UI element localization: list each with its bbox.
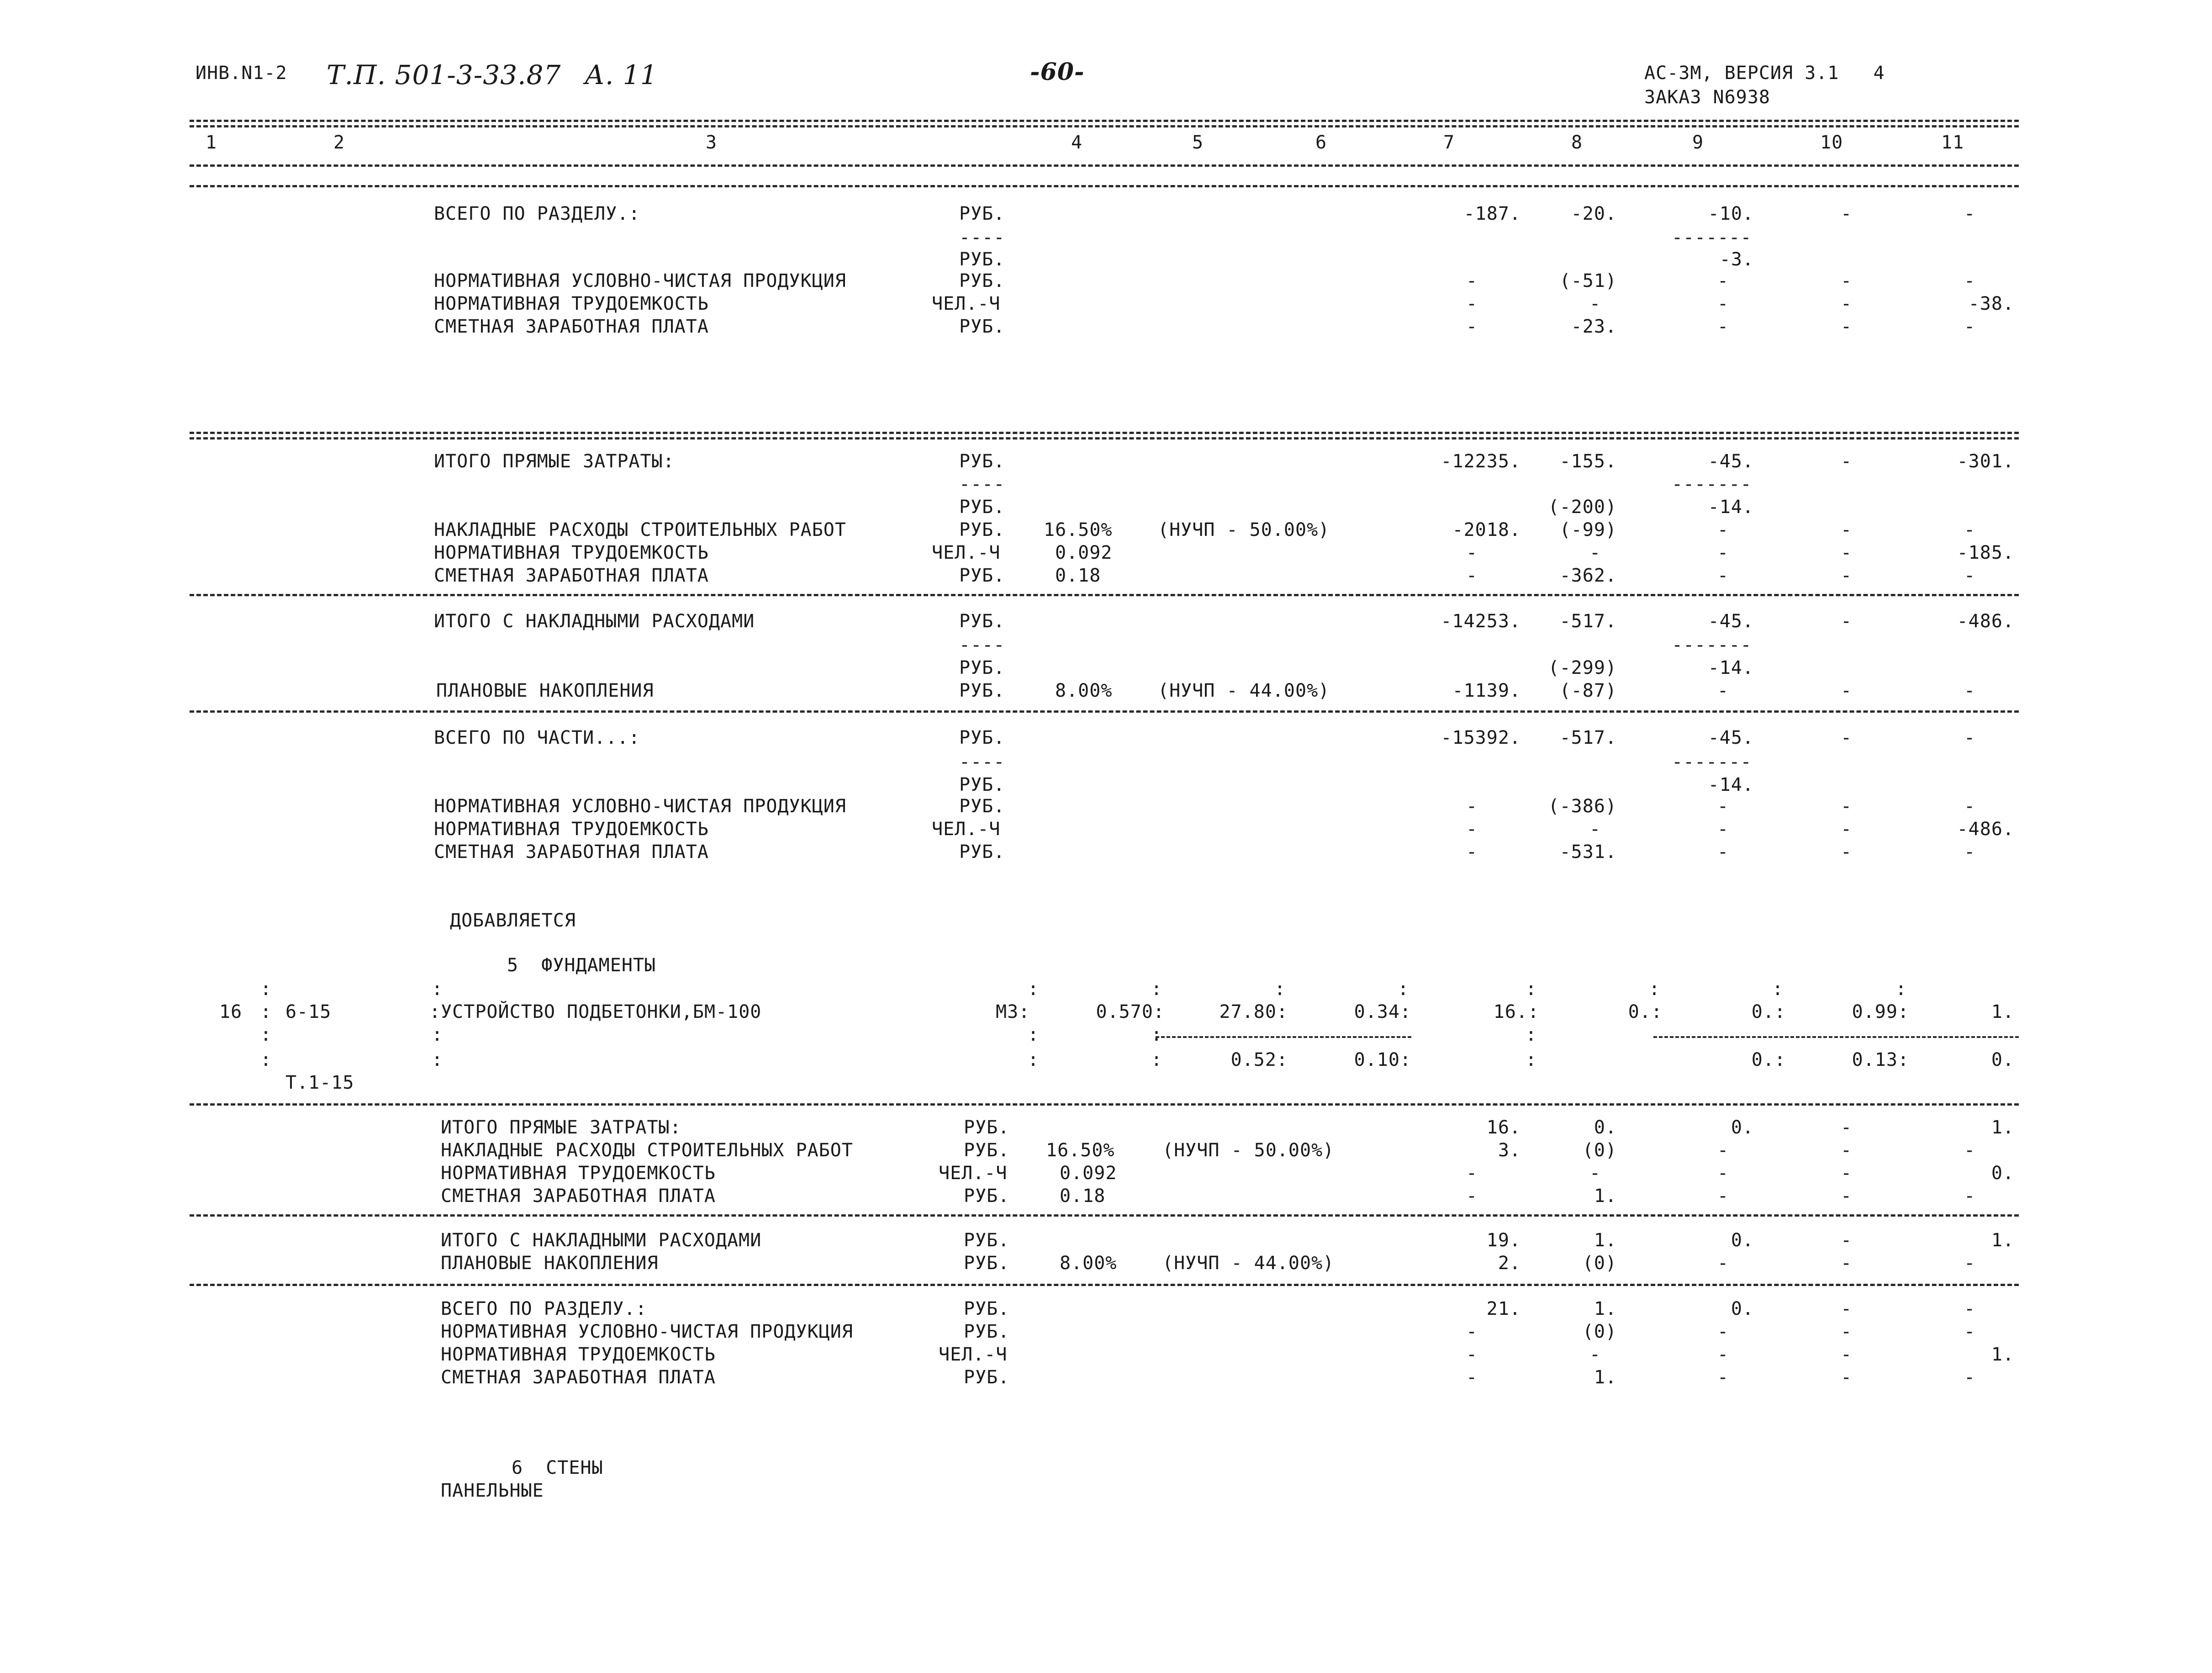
cell-c7: -14253. (1441, 611, 1521, 632)
cell-c8: (-299) (1548, 657, 1617, 678)
unit: РУБ. (964, 1186, 1010, 1207)
cell-c8: (-87) (1559, 680, 1617, 701)
rate-coef: 0.18 (1060, 1186, 1106, 1207)
cell-c9: - (1717, 1253, 1729, 1274)
row-label: ВСЕГО ПО РАЗДЕЛУ.: (441, 1298, 647, 1319)
cell-c11: - (1964, 1253, 1976, 1274)
cell-c7: 19. (1486, 1230, 1521, 1251)
cell-c11: - (1964, 842, 1976, 863)
cell-c9: - (1717, 565, 1729, 586)
rate-note: (НУЧП - 50.00%) (1162, 1140, 1335, 1161)
row-label: СМЕТНАЯ ЗАРАБОТНАЯ ПЛАТА (434, 316, 709, 337)
col-sep: : (1028, 1049, 1040, 1070)
col-sep: : (1526, 1049, 1537, 1070)
cell-c10: - (1841, 727, 1853, 748)
row-label: НОРМАТИВНАЯ ТРУДОЕМКОСТЬ (441, 1163, 716, 1184)
item-c11: 1. (1991, 1001, 2014, 1022)
col-header-4: 4 (1071, 132, 1083, 153)
cell-c10: - (1841, 1117, 1853, 1138)
row-label: ИТОГО ПРЯМЫЕ ЗАТРАТЫ: (441, 1117, 681, 1138)
sub-rule (1156, 1036, 1411, 1038)
row-label: ИТОГО ПРЯМЫЕ ЗАТРАТЫ: (434, 451, 675, 472)
unit: РУБ. (964, 1321, 1010, 1342)
cell-c9: -45. (1708, 451, 1754, 472)
col-sep: : (432, 1049, 443, 1070)
cell-c9: - (1717, 1367, 1729, 1388)
cell-c8: (-386) (1548, 796, 1617, 817)
cell-c8: - (1589, 542, 1601, 563)
col-sep: : (1151, 1049, 1163, 1070)
rule-header-bottom-2 (190, 185, 2019, 187)
row-label: НАКЛАДНЫЕ РАСХОДЫ СТРОИТЕЛЬНЫХ РАБОТ (434, 519, 846, 540)
rule-header-bottom (190, 164, 2019, 167)
unit: РУБ. (959, 657, 1005, 678)
cell-c11: - (1964, 316, 1976, 337)
cell-c7: - (1466, 293, 1478, 314)
cell-c9: - (1717, 293, 1729, 314)
col-sep: : (1151, 1024, 1163, 1045)
cell-c7: - (1466, 1163, 1478, 1184)
cell-c8: -155. (1559, 451, 1617, 472)
cell-c8: - (1589, 1163, 1601, 1184)
unit: РУБ. (959, 565, 1005, 586)
row-label: НАКЛАДНЫЕ РАСХОДЫ СТРОИТЕЛЬНЫХ РАБОТ (441, 1140, 853, 1161)
rate-coef: 0.092 (1055, 542, 1113, 563)
col-sep: : (432, 1024, 443, 1045)
cell-c9: -14. (1708, 497, 1754, 518)
section-6-heading: 6 СТЕНЫ (512, 1457, 603, 1478)
cell-c8: 0. (1594, 1117, 1617, 1138)
col-sep: : (260, 1049, 272, 1070)
rate-coef: 0.092 (1060, 1163, 1117, 1184)
unit: РУБ. (959, 519, 1005, 540)
unit-dashes: ---- (959, 752, 1005, 773)
row-label: ВСЕГО ПО ЧАСТИ...: (434, 727, 640, 748)
cell-c11: - (1964, 270, 1976, 291)
col-header-1: 1 (206, 132, 217, 153)
unit: РУБ. (964, 1230, 1010, 1251)
cell-c8: -23. (1571, 316, 1617, 337)
cell-c7: - (1466, 1344, 1478, 1365)
col-sep: : (1895, 979, 1907, 1000)
cell-c9: 0. (1731, 1117, 1754, 1138)
col-header-9: 9 (1692, 132, 1704, 153)
item-cost-wage: 0.: (1628, 1001, 1663, 1022)
cell-c8: - (1589, 1344, 1601, 1365)
rate-note: (НУЧП - 44.00%) (1158, 680, 1330, 701)
cell-c11: - (1964, 1186, 1976, 1207)
cell-c9: - (1717, 819, 1729, 840)
item-number: 16 (219, 1001, 243, 1022)
cell-c10: - (1841, 1253, 1853, 1274)
cell-c8: (-51) (1559, 270, 1617, 291)
row-label: СМЕТНАЯ ЗАРАБОТНАЯ ПЛАТА (434, 565, 709, 586)
cell-c9: - (1717, 519, 1729, 540)
cell-c10: - (1841, 519, 1853, 540)
item-sub-c9: 0.: (1751, 1049, 1786, 1070)
cell-c9: 0. (1731, 1230, 1754, 1251)
cell-c9: - (1717, 270, 1729, 291)
cell-c11: - (1964, 565, 1976, 586)
cell-c9: - (1717, 316, 1729, 337)
col-sep: : (260, 1024, 272, 1045)
row-label: СМЕТНАЯ ЗАРАБОТНАЯ ПЛАТА (441, 1367, 716, 1388)
rate-pct: 16.50% (1044, 519, 1113, 540)
col-sep: : (260, 1001, 272, 1022)
cell-c11: - (1964, 1321, 1976, 1342)
cell-c10: - (1841, 1298, 1853, 1319)
cell-c7: - (1466, 1367, 1478, 1388)
row-label: СМЕТНАЯ ЗАРАБОТНАЯ ПЛАТА (434, 842, 709, 863)
cell-c7: 3. (1498, 1140, 1521, 1161)
cell-c8: (0) (1582, 1140, 1617, 1161)
unit: РУБ. (959, 727, 1005, 748)
cell-c9: -45. (1708, 727, 1754, 748)
cell-c7: - (1466, 316, 1478, 337)
unit: РУБ. (964, 1298, 1010, 1319)
cell-c9: -10. (1708, 203, 1754, 224)
rule (190, 594, 2019, 596)
item-sub-c11: 0. (1991, 1049, 2014, 1070)
cell-c9: 0. (1731, 1298, 1754, 1319)
album-handwritten: А. 11 (585, 59, 658, 90)
cell-c8: 1. (1594, 1298, 1617, 1319)
row-label: ИТОГО С НАКЛАДНЫМИ РАСХОДАМИ (441, 1230, 762, 1251)
cell-c7: -187. (1463, 203, 1521, 224)
unit: РУБ. (959, 316, 1005, 337)
cell-c9: - (1717, 842, 1729, 863)
unit-dashes: ---- (959, 474, 1005, 495)
cell-c8: (0) (1582, 1253, 1617, 1274)
rule (190, 1103, 2019, 1106)
rate-pct: 8.00% (1055, 680, 1113, 701)
sub-dashes: ------- (1672, 227, 1752, 248)
cell-c8: -20. (1571, 203, 1617, 224)
cell-c11: - (1964, 1367, 1976, 1388)
row-label: СМЕТНАЯ ЗАРАБОТНАЯ ПЛАТА (441, 1186, 716, 1207)
cell-c8: (-99) (1559, 519, 1617, 540)
cell-c8: - (1589, 293, 1601, 314)
cell-c7: -12235. (1441, 451, 1521, 472)
unit: ЧЕЛ.-Ч (939, 1163, 1008, 1184)
cell-c7: - (1466, 796, 1478, 817)
row-label: НОРМАТИВНАЯ ТРУДОЕМКОСТЬ (434, 819, 709, 840)
cell-c9: - (1717, 796, 1729, 817)
rate-coef: 0.18 (1055, 565, 1101, 586)
item-code: 6-15 (285, 1001, 332, 1022)
col-header-11: 11 (1941, 132, 1964, 153)
cell-c11: -486. (1957, 611, 2014, 632)
sub-dashes: ------- (1672, 752, 1752, 773)
cell-c10: - (1841, 1186, 1853, 1207)
cell-c10: - (1841, 565, 1853, 586)
rate-note: (НУЧП - 44.00%) (1162, 1253, 1335, 1274)
cell-c7: 16. (1486, 1117, 1521, 1138)
cell-c10: - (1841, 611, 1853, 632)
cell-c11: 1. (1991, 1344, 2014, 1365)
unit: ЧЕЛ.-Ч (932, 293, 1001, 314)
item-name: :УСТРОЙСТВО ПОДБЕТОНКИ,БМ-100 (429, 1001, 762, 1022)
cell-c11: - (1964, 680, 1976, 701)
cell-c11: 1. (1991, 1117, 2014, 1138)
cell-c9: - (1717, 1163, 1729, 1184)
unit: РУБ. (959, 497, 1005, 518)
section-total-label: ВСЕГО ПО РАЗДЕЛУ.: (434, 203, 640, 224)
sub-dashes: ------- (1672, 635, 1752, 656)
unit: РУБ. (959, 249, 1005, 270)
cell-c11: - (1964, 519, 1976, 540)
cell-c10: - (1841, 1140, 1853, 1161)
cell-c11: -38. (1968, 293, 2014, 314)
cell-c10: - (1841, 293, 1853, 314)
cell-c7: 21. (1486, 1298, 1521, 1319)
cell-c7: - (1466, 542, 1478, 563)
col-sep: : (1526, 1024, 1537, 1045)
software-version: АС-3М, ВЕРСИЯ 3.1 4 (1644, 63, 1885, 84)
cell-c10: - (1841, 316, 1853, 337)
item-sub-wage: 0.10: (1354, 1049, 1411, 1070)
page-number: -60- (1030, 58, 1085, 86)
col-sep: : (1772, 979, 1784, 1000)
unit: РУБ. (959, 611, 1005, 632)
item-code-2: Т.1-15 (285, 1072, 354, 1093)
cell-c8: 1. (1594, 1186, 1617, 1207)
row-label: ИТОГО С НАКЛАДНЫМИ РАСХОДАМИ (434, 611, 755, 632)
col-sep: : (1028, 1024, 1040, 1045)
unit: РУБ. (964, 1117, 1010, 1138)
col-header-10: 10 (1820, 132, 1843, 153)
cell-c9: - (1717, 1140, 1729, 1161)
col-sep: : (432, 979, 443, 1000)
col-sep: : (260, 979, 272, 1000)
cell-c11: -301. (1957, 451, 2014, 472)
row-label: ПЛАНОВЫЕ НАКОПЛЕНИЯ (436, 680, 654, 701)
order-number: ЗАКАЗ N6938 (1644, 87, 1770, 108)
col-header-7: 7 (1443, 132, 1455, 153)
col-sep: : (1649, 979, 1661, 1000)
cell-c7: - (1466, 565, 1478, 586)
rate-pct: 8.00% (1060, 1253, 1117, 1274)
row-label: НОРМАТИВНАЯ ТРУДОЕМКОСТЬ (441, 1344, 716, 1365)
col-header-8: 8 (1571, 132, 1583, 153)
cell-c8: 1. (1594, 1367, 1617, 1388)
cell-c9: -14. (1708, 657, 1754, 678)
cell-c9: -45. (1708, 611, 1754, 632)
cell-c11: 1. (1991, 1230, 2014, 1251)
cell-c8: (0) (1582, 1321, 1617, 1342)
unit: РУБ. (959, 203, 1005, 224)
item-c9: 0.: (1751, 1001, 1786, 1022)
cell-c9: - (1717, 1186, 1729, 1207)
cell-c8: -362. (1559, 565, 1617, 586)
unit: РУБ. (964, 1367, 1010, 1388)
rule-top (190, 120, 2019, 122)
cell-c8: - (1589, 819, 1601, 840)
cell-c8: -517. (1559, 727, 1617, 748)
cell-c9: - (1717, 1321, 1729, 1342)
col-sep: : (1028, 979, 1040, 1000)
section-5-heading: 5 ФУНДАМЕНТЫ (507, 955, 656, 976)
cell-c11: - (1964, 796, 1976, 817)
row-label: НОРМАТИВНАЯ ТРУДОЕМКОСТЬ (434, 542, 709, 563)
cell-c8: 1. (1594, 1230, 1617, 1251)
unit: ЧЕЛ.-Ч (932, 819, 1001, 840)
unit: РУБ. (959, 842, 1005, 863)
cell-c7: -15392. (1441, 727, 1521, 748)
unit: РУБ. (964, 1253, 1010, 1274)
item-c10: 0.99: (1852, 1001, 1909, 1022)
unit: РУБ. (959, 270, 1005, 291)
cell-c10: - (1841, 842, 1853, 863)
col-sep: : (1526, 979, 1537, 1000)
item-price: 27.80: (1219, 1001, 1288, 1022)
unit: ЧЕЛ.-Ч (939, 1344, 1008, 1365)
row-label: ПЛАНОВЫЕ НАКОПЛЕНИЯ (441, 1253, 659, 1274)
rule-top-2 (190, 125, 2019, 127)
cell-c9: -3. (1719, 249, 1754, 270)
cell-c10: - (1841, 270, 1853, 291)
rule (190, 1284, 2019, 1286)
rate-pct: 16.50% (1046, 1140, 1115, 1161)
cell-c8: -517. (1559, 611, 1617, 632)
unit: РУБ. (959, 451, 1005, 472)
rule (190, 1214, 2019, 1217)
cell-c8: -531. (1559, 842, 1617, 863)
unit: РУБ. (959, 680, 1005, 701)
cell-c7: 2. (1498, 1253, 1521, 1274)
rate-note: (НУЧП - 50.00%) (1158, 519, 1330, 540)
item-sub-c10: 0.13: (1852, 1049, 1909, 1070)
item-sub-price: 0.52: (1230, 1049, 1288, 1070)
rule (190, 437, 2019, 439)
cell-c10: - (1841, 1163, 1853, 1184)
sub-dashes: ------- (1672, 474, 1752, 495)
cell-c7: - (1466, 270, 1478, 291)
col-sep: : (1398, 979, 1410, 1000)
cell-c11: -486. (1957, 819, 2014, 840)
row-label: НОРМАТИВНАЯ УСЛОВНО-ЧИСТАЯ ПРОДУКЦИЯ (441, 1321, 853, 1342)
cell-c7: -2018. (1452, 519, 1521, 540)
cell-c11: -185. (1957, 542, 2014, 563)
unit-dashes: ---- (959, 227, 1005, 248)
rule (190, 432, 2019, 434)
cell-c8: (-200) (1548, 497, 1617, 518)
cell-c10: - (1841, 542, 1853, 563)
inventory-number: ИНВ.N1-2 (195, 63, 287, 84)
cell-c10: - (1841, 1230, 1853, 1251)
cell-c7: - (1466, 1186, 1478, 1207)
cell-c10: - (1841, 680, 1853, 701)
col-header-3: 3 (706, 132, 718, 153)
item-cost: 16.: (1493, 1001, 1539, 1022)
cell-c10: - (1841, 203, 1853, 224)
unit-dashes: ---- (959, 635, 1005, 656)
cell-c10: - (1841, 1321, 1853, 1342)
col-sep: : (1151, 979, 1163, 1000)
cell-c7: -1139. (1452, 680, 1521, 701)
cell-c11: - (1964, 203, 1976, 224)
item-price-wage: 0.34: (1354, 1001, 1411, 1022)
cell-c10: - (1841, 819, 1853, 840)
unit: ЧЕЛ.-Ч (932, 542, 1001, 563)
row-label: НОРМАТИВНАЯ УСЛОВНО-ЧИСТАЯ ПРОДУКЦИЯ (434, 796, 846, 817)
rule (190, 710, 2019, 713)
cell-c9: - (1717, 680, 1729, 701)
cell-c11: 0. (1991, 1163, 2014, 1184)
cell-c9: - (1717, 1344, 1729, 1365)
section-6-subheading: ПАНЕЛЬНЫЕ (441, 1480, 544, 1501)
row-label: НОРМАТИВНАЯ ТРУДОЕМКОСТЬ (434, 293, 709, 314)
row-label: НОРМАТИВНАЯ УСЛОВНО-ЧИСТАЯ ПРОДУКЦИЯ (434, 270, 846, 291)
cell-c10: - (1841, 796, 1853, 817)
cell-c10: - (1841, 451, 1853, 472)
col-header-6: 6 (1315, 132, 1327, 153)
cell-c10: - (1841, 1344, 1853, 1365)
item-qty: 0.570: (1096, 1001, 1165, 1022)
sub-rule (1653, 1036, 2019, 1038)
cell-c11: - (1964, 727, 1976, 748)
cell-c10: - (1841, 1367, 1853, 1388)
unit: РУБ. (959, 774, 1005, 795)
cell-c11: - (1964, 1140, 1976, 1161)
cell-c11: - (1964, 1298, 1976, 1319)
unit: РУБ. (959, 796, 1005, 817)
cell-c7: - (1466, 842, 1478, 863)
cell-c7: - (1466, 1321, 1478, 1342)
col-sep: : (1274, 979, 1286, 1000)
cell-c9: -14. (1708, 774, 1754, 795)
cell-c9: - (1717, 542, 1729, 563)
col-header-5: 5 (1192, 132, 1204, 153)
cell-c7: - (1466, 819, 1478, 840)
unit: РУБ. (964, 1140, 1010, 1161)
project-code-handwritten: Т.П. 501-3-33.87 (327, 59, 561, 90)
item-unit: М3: (996, 1001, 1030, 1022)
added-heading: ДОБАВЛЯЕТСЯ (450, 910, 576, 931)
col-header-2: 2 (333, 132, 345, 153)
